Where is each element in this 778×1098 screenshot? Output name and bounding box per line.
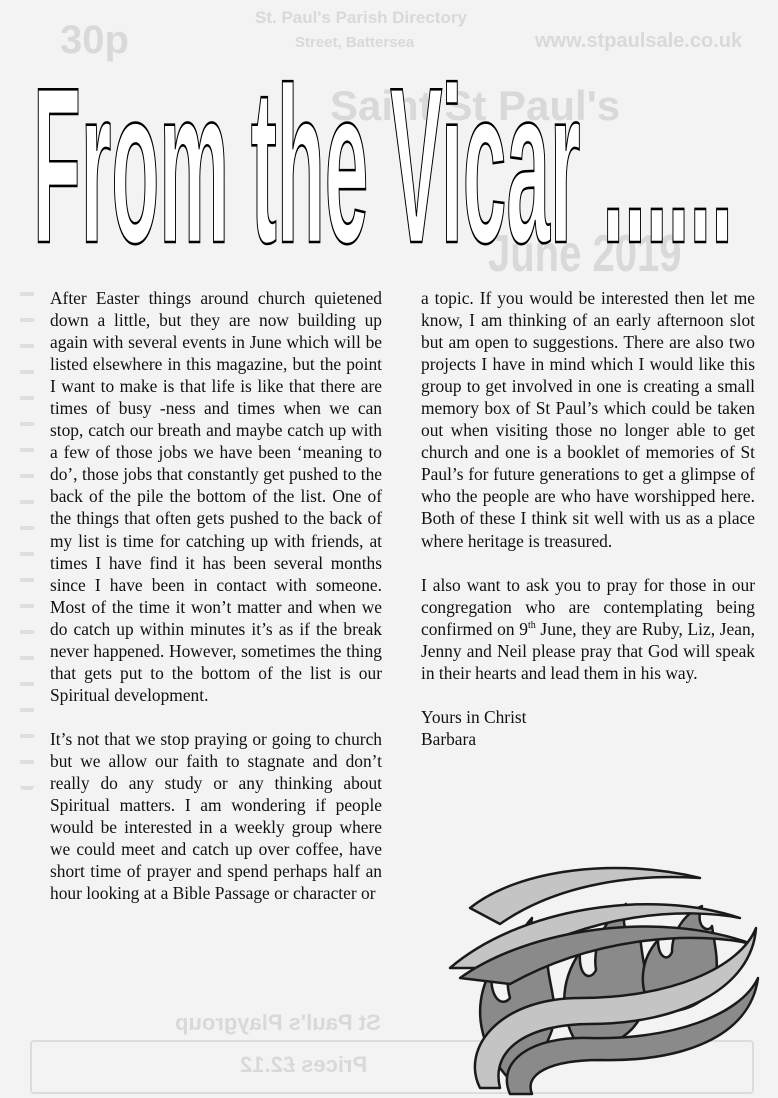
article-paragraph: a topic. If you would be interested then let me know, I am thinking of an early afternoon slot but am open to suggestions. There are also two projects I have in mind which I would like this group to get involved in one is creating a small memory box of St Paul’s which could be taken out when visiting those no longer able to get church and one is a booklet of memories of St Paul’s for future generations to get a glimpse of who the people are who have worshipped here. Both of these I think sit well with us as a place where heritage is treasured. [421,288,755,551]
reverse-page-text: June 2019 [488,225,682,283]
reverse-page-text: Street, Battersea [295,34,415,51]
reverse-page-text: St. Paul's Parish Directory [255,8,467,27]
article-paragraph: After Easter things around church quietened down a little, but they are now building up again with several events in June which will be listed elsewhere in this magazine, but the point I want to make is that life is like that there are times of busy -ness and times when we can stop, catch our breath and maybe catch up with a few of those jobs we have been ‘meaning to do’, those jobs that constantly get pushed to the back of the pile the bottom of the list. One of the things that often gets pushed to the back of my list is time for catching up with friends, at times I have find it has been several months since I have been in contact with someone. Most of the time it won’t matter and when we do catch up within minutes it’s as if the break never happened. However, sometimes the thing that gets put to the bottom of the list is our Spiritual development. [50,288,382,705]
article-paragraph: It’s not that we stop praying or going to church but we allow our faith to stagnate and don’t really do any study or any thinking about Spiritual matters. I am wondering if people would be interested in a weekly group where we could meet and catch up over coffee, have short time of prayer and spend perhaps half an hour looking at a Bible Passage or character or [50,728,382,904]
reverse-page-text: St Paul's Playgroup [175,1010,381,1035]
closing-line: Yours in Christ [421,706,527,727]
reverse-page-edge-lines [20,270,34,790]
pentecost-flames-icon [440,848,760,1098]
paragraph-text: I also want to ask you to pray for those in our congregation who are contemplating being confirmed on 9 [421,574,755,639]
article-column-left [50,287,382,904]
sign-off [421,706,755,750]
article-paragraph [421,574,755,684]
reverse-page-text: 30p [60,18,129,62]
reverse-page-text: Prices £2.12 [240,1052,368,1077]
ordinal-suffix: th [527,619,536,631]
signature: Barbara [421,728,477,749]
page-title-text: From the Vicar ...... [33,42,733,272]
paragraph-text: June, they are Ruby, Liz, Jean, Jenny and Neil please pray that God will speak in their hearts and lead them in his way. [421,618,755,683]
article-column-right [421,287,755,750]
page-title [28,22,748,272]
reverse-page-text: Saint St Paul's [330,82,621,129]
reverse-page-text: www.stpaulsale.co.uk [535,30,743,52]
